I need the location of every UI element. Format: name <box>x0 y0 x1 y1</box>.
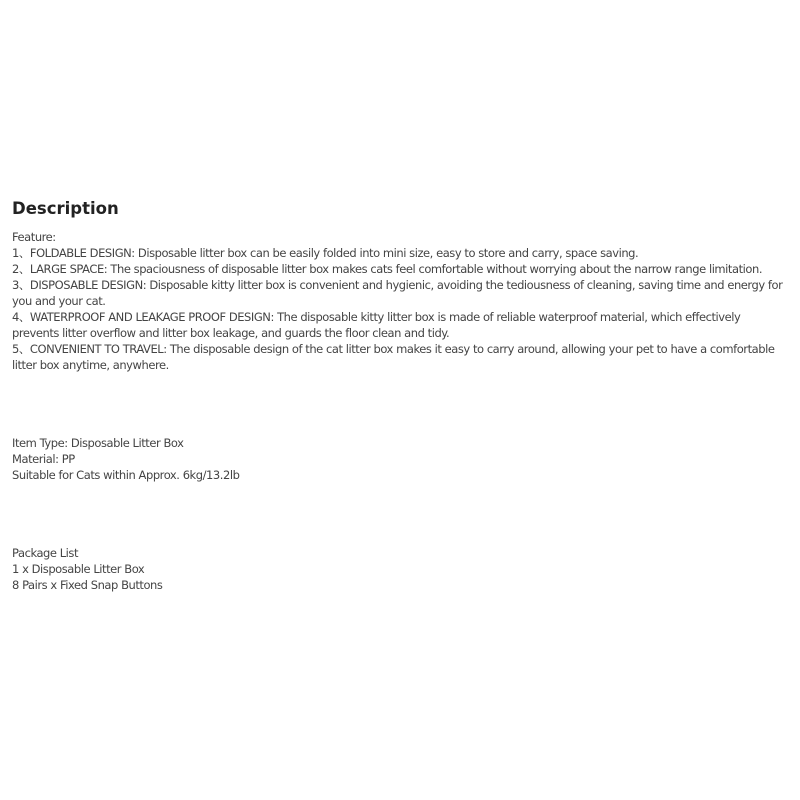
description-heading: Description <box>12 199 119 218</box>
spec-list <box>12 435 239 483</box>
package-item: 1 x Disposable Litter Box <box>12 562 145 576</box>
feature-line: 2、LARGE SPACE: The spaciousness of disposable litter box makes cats feel comfortable without worrying about the narrow range limitation. <box>12 262 763 276</box>
feature-line: 3、DISPOSABLE DESIGN: Disposable kitty litter box is convenient and hygienic, avoiding the tediousness of cleaning, saving time and energy for <box>12 278 783 292</box>
package-list <box>12 545 162 593</box>
item-type-line: Item Type: Disposable Litter Box <box>12 436 184 450</box>
feature-list <box>12 229 788 373</box>
feature-line: you and your cat. <box>12 294 106 308</box>
package-item: 8 Pairs x Fixed Snap Buttons <box>12 578 163 592</box>
feature-line: 1、FOLDABLE DESIGN: Disposable litter box can be easily folded into mini size, easy to store and carry, space saving. <box>12 246 639 260</box>
feature-line: prevents litter overflow and litter box leakage, and guards the floor clean and tidy. <box>12 326 450 340</box>
feature-line: litter box anytime, anywhere. <box>12 358 169 372</box>
feature-line: 5、CONVENIENT TO TRAVEL: The disposable design of the cat litter box makes it easy to carry around, allowing your pet to have a comfortable <box>12 342 775 356</box>
package-list-title: Package List <box>12 546 79 560</box>
material-line: Material: PP <box>12 452 75 466</box>
suitability-line: Suitable for Cats within Approx. 6kg/13.2lb <box>12 468 240 482</box>
feature-label: Feature: <box>12 230 56 244</box>
feature-line: 4、WATERPROOF AND LEAKAGE PROOF DESIGN: The disposable kitty litter box is made of reliable waterproof material, which effectively <box>12 310 741 324</box>
description-section <box>12 198 788 592</box>
